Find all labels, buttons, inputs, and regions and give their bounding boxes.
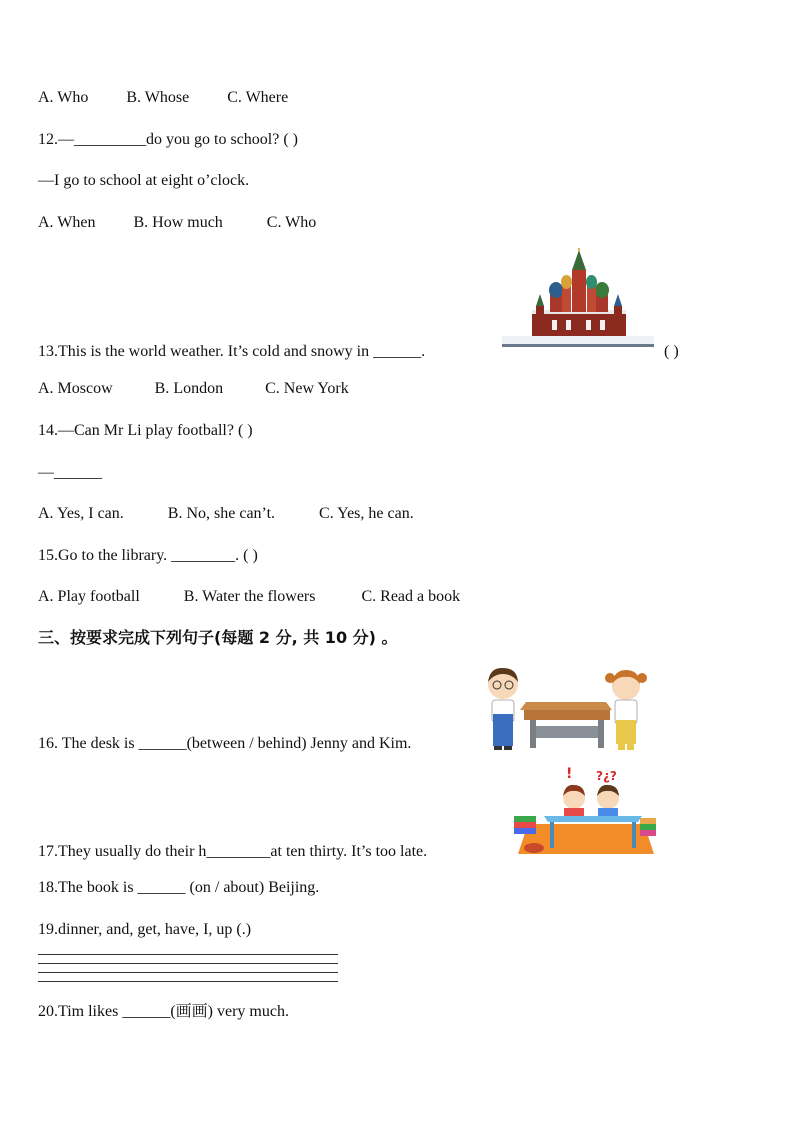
q14-answer: —______ xyxy=(38,464,102,481)
q15-options xyxy=(38,587,460,607)
q14-option-a: A. Yes, I can. xyxy=(38,505,124,522)
writing-line xyxy=(38,963,338,964)
q13-option-c: C. New York xyxy=(265,380,349,397)
q12-option-a: A. When xyxy=(38,214,96,231)
q13-stem: 13.This is the world weather. It’s cold and snowy in ______. xyxy=(38,343,426,360)
q13-option-b: B. London xyxy=(154,380,224,397)
children-desk-illustration xyxy=(484,664,654,750)
q11-options xyxy=(38,88,288,108)
q12-options xyxy=(38,213,316,233)
q14-option-c: C. Yes, he can. xyxy=(319,505,414,522)
q13-options xyxy=(38,379,349,399)
q14-option-b: B. No, she can’t. xyxy=(167,505,276,522)
q17-text: 17.They usually do their h________at ten thirty. It’s too late. xyxy=(38,843,428,860)
q14-stem: 14.—Can Mr Li play football? ( ) xyxy=(38,422,253,439)
section-3-heading: 三、按要求完成下列句子(每题 2 分, 共 10 分) 。 xyxy=(38,628,398,647)
q14-options xyxy=(38,504,414,524)
q12-option-c: C. Who xyxy=(266,214,317,231)
q11-option-c: C. Where xyxy=(227,89,289,106)
q11-option-b: B. Whose xyxy=(126,89,190,106)
exclamation-mark: ! xyxy=(566,766,573,782)
writing-line xyxy=(38,972,338,973)
q11-option-a: A. Who xyxy=(38,89,89,106)
q12-stem: 12.—_________do you go to school? ( ) xyxy=(38,131,298,148)
q13-bracket: ( ) xyxy=(664,343,679,360)
q15-option-a: A. Play football xyxy=(38,588,140,605)
q16-text: 16. The desk is ______(between / behind) Jenny and Kim. xyxy=(38,735,412,752)
q15-stem: 15.Go to the library. ________. ( ) xyxy=(38,547,258,564)
q13-option-a: A. Moscow xyxy=(38,380,113,397)
q12-answer: —I go to school at eight o’clock. xyxy=(38,172,250,189)
q15-option-b: B. Water the flowers xyxy=(183,588,316,605)
q12-option-b: B. How much xyxy=(133,214,223,231)
question-marks: ?¿? xyxy=(596,769,617,783)
q19-text: 19.dinner, and, get, have, I, up (.) xyxy=(38,921,252,938)
q19-writing-lines xyxy=(38,954,338,990)
q15-option-c: C. Read a book xyxy=(361,588,461,605)
writing-line xyxy=(38,981,338,982)
q20-text: 20.Tim likes ______(画画) very much. xyxy=(38,1003,289,1020)
cathedral-illustration xyxy=(502,248,654,350)
homework-illustration xyxy=(504,764,660,858)
writing-line xyxy=(38,954,338,955)
q18-text: 18.The book is ______ (on / about) Beijing. xyxy=(38,879,320,896)
